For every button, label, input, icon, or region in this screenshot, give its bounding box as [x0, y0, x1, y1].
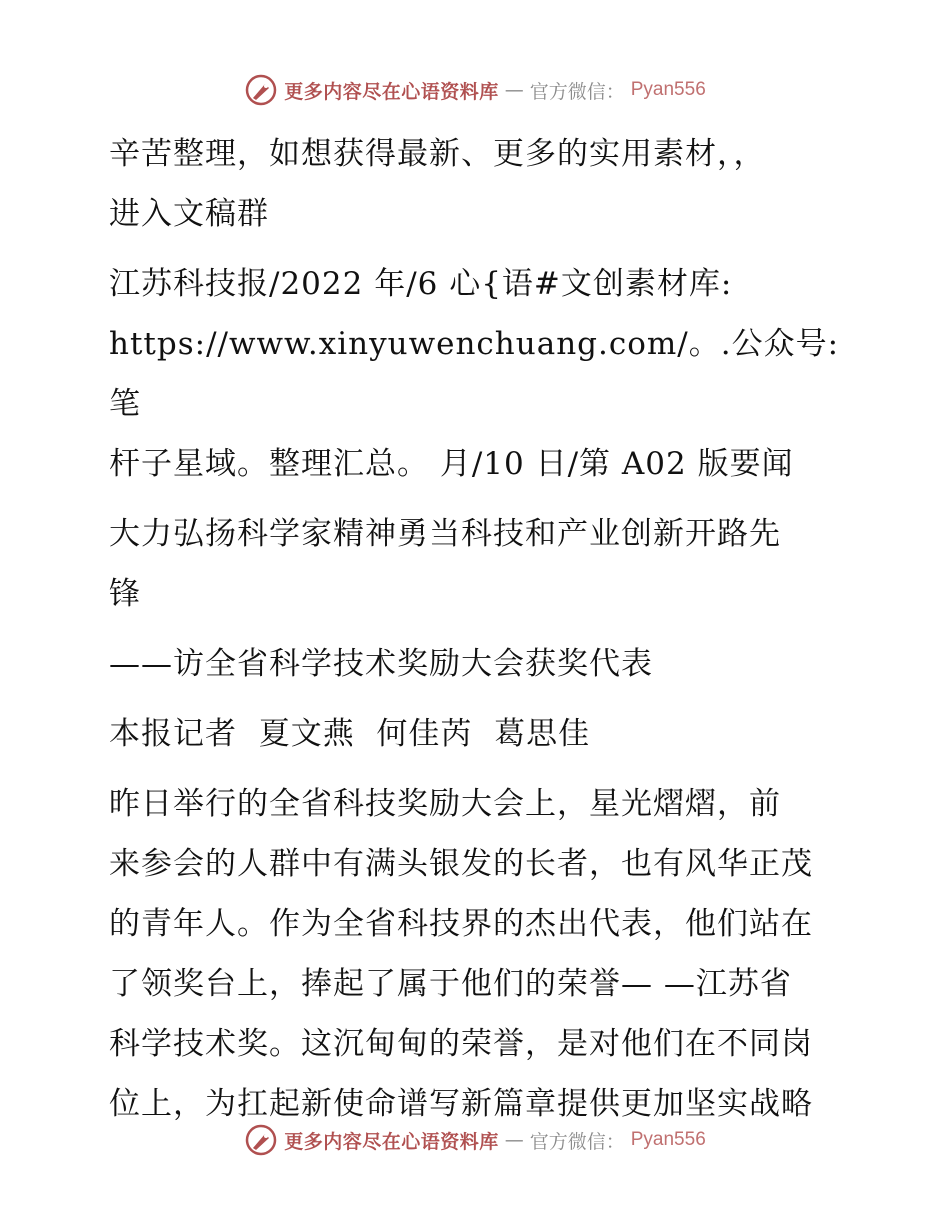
- text-line: 昨日举行的全省科技奖励大会上，星光熠熠，前: [109, 786, 781, 822]
- text-line: 辛苦整理，如想获得最新、更多的实用素材，，: [109, 136, 766, 172]
- text-line: 来参会的人群中有满头银发的长者，也有风华正茂: [109, 846, 813, 882]
- banner-wechat-label: 官方微信：: [529, 1130, 625, 1153]
- source-paragraph: [97, 254, 857, 494]
- article-title: [97, 504, 857, 624]
- banner-wechat-id: Pyan556: [630, 79, 706, 100]
- article-byline: [97, 704, 857, 764]
- text-line: 锋: [109, 576, 141, 612]
- footer-watermark-banner: [0, 1120, 950, 1160]
- text-line: 本报记者 夏文燕 何佳芮 葛思佳: [109, 716, 591, 752]
- banner-separator: —: [504, 79, 524, 101]
- text-line: https://www.xinyuwenchuang.com/。.公众号: 笔: [109, 326, 850, 422]
- body-paragraph: [97, 774, 857, 1134]
- pen-nib-logo-icon: [244, 1123, 278, 1157]
- text-line: 杆子星域。整理汇总。 月/10 日/第 A02 版要闻: [109, 446, 794, 482]
- banner-wechat-id: Pyan556: [630, 1129, 706, 1150]
- text-line: 的青年人。作为全省科技界的杰出代表，他们站在: [109, 906, 813, 942]
- text-line: 大力弘扬科学家精神勇当科技和产业创新开路先: [109, 516, 781, 552]
- banner-text: 更多内容尽在心语资料库: [284, 1130, 499, 1153]
- pen-nib-logo-icon: [244, 73, 278, 107]
- text-line: 江苏科技报/2022 年/6 心{语#文创素材库:: [109, 266, 733, 302]
- text-line: 位上，为扛起新使命谱写新篇章提供更加坚实战略: [109, 1086, 813, 1122]
- header-watermark-banner: [0, 70, 950, 110]
- text-line: 进入文稿群: [109, 196, 269, 232]
- banner-text: 更多内容尽在心语资料库: [284, 80, 499, 103]
- text-line: ——访全省科学技术奖励大会获奖代表: [109, 646, 653, 682]
- text-line: 了领奖台上，捧起了属于他们的荣誉— —江苏省: [109, 966, 792, 1002]
- document-body: [97, 124, 857, 1134]
- banner-wechat-label: 官方微信：: [529, 80, 625, 103]
- article-subtitle: [97, 634, 857, 694]
- text-line: 科学技术奖。这沉甸甸的荣誉，是对他们在不同岗: [109, 1026, 813, 1062]
- banner-separator: —: [504, 1129, 524, 1151]
- intro-paragraph: [97, 124, 857, 244]
